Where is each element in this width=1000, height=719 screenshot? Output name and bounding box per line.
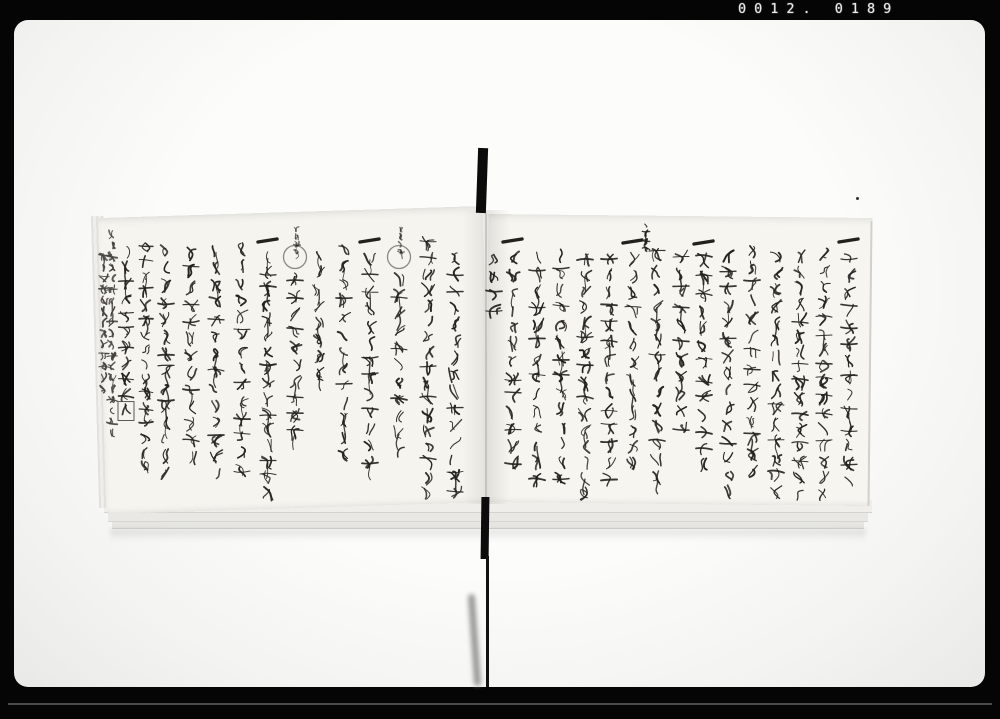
text-column bbox=[234, 243, 250, 476]
text-column-numbered bbox=[284, 227, 307, 450]
text-column bbox=[360, 239, 379, 480]
text-column bbox=[744, 246, 760, 477]
text-column bbox=[649, 249, 665, 494]
text-column bbox=[208, 246, 224, 478]
binding-thread bbox=[486, 556, 489, 687]
text-column bbox=[816, 248, 832, 500]
binding-cord-bottom bbox=[481, 497, 490, 559]
text-column bbox=[529, 252, 545, 487]
text-column bbox=[420, 237, 436, 500]
text-column bbox=[673, 250, 689, 432]
text-column bbox=[258, 239, 277, 501]
text-column bbox=[694, 241, 713, 471]
text-column bbox=[118, 246, 134, 420]
text-column bbox=[577, 254, 593, 500]
text-column bbox=[447, 253, 463, 498]
text-column bbox=[553, 249, 569, 483]
text-column bbox=[99, 254, 109, 393]
text-column bbox=[503, 239, 522, 469]
text-column bbox=[792, 250, 808, 500]
text-column bbox=[486, 255, 502, 318]
text-column bbox=[107, 230, 117, 436]
text-column bbox=[642, 224, 649, 251]
text-column bbox=[183, 248, 199, 465]
text-column bbox=[839, 239, 858, 486]
text-column bbox=[623, 240, 642, 469]
text-column bbox=[768, 252, 784, 498]
text-column bbox=[720, 250, 736, 498]
text-column bbox=[139, 243, 153, 473]
text-column bbox=[313, 252, 325, 391]
text-column bbox=[601, 254, 617, 486]
text-column bbox=[158, 245, 174, 479]
text-column-numbered bbox=[388, 227, 411, 457]
text-column bbox=[336, 245, 352, 461]
frame-counter: 0012. 0189 bbox=[738, 1, 900, 17]
